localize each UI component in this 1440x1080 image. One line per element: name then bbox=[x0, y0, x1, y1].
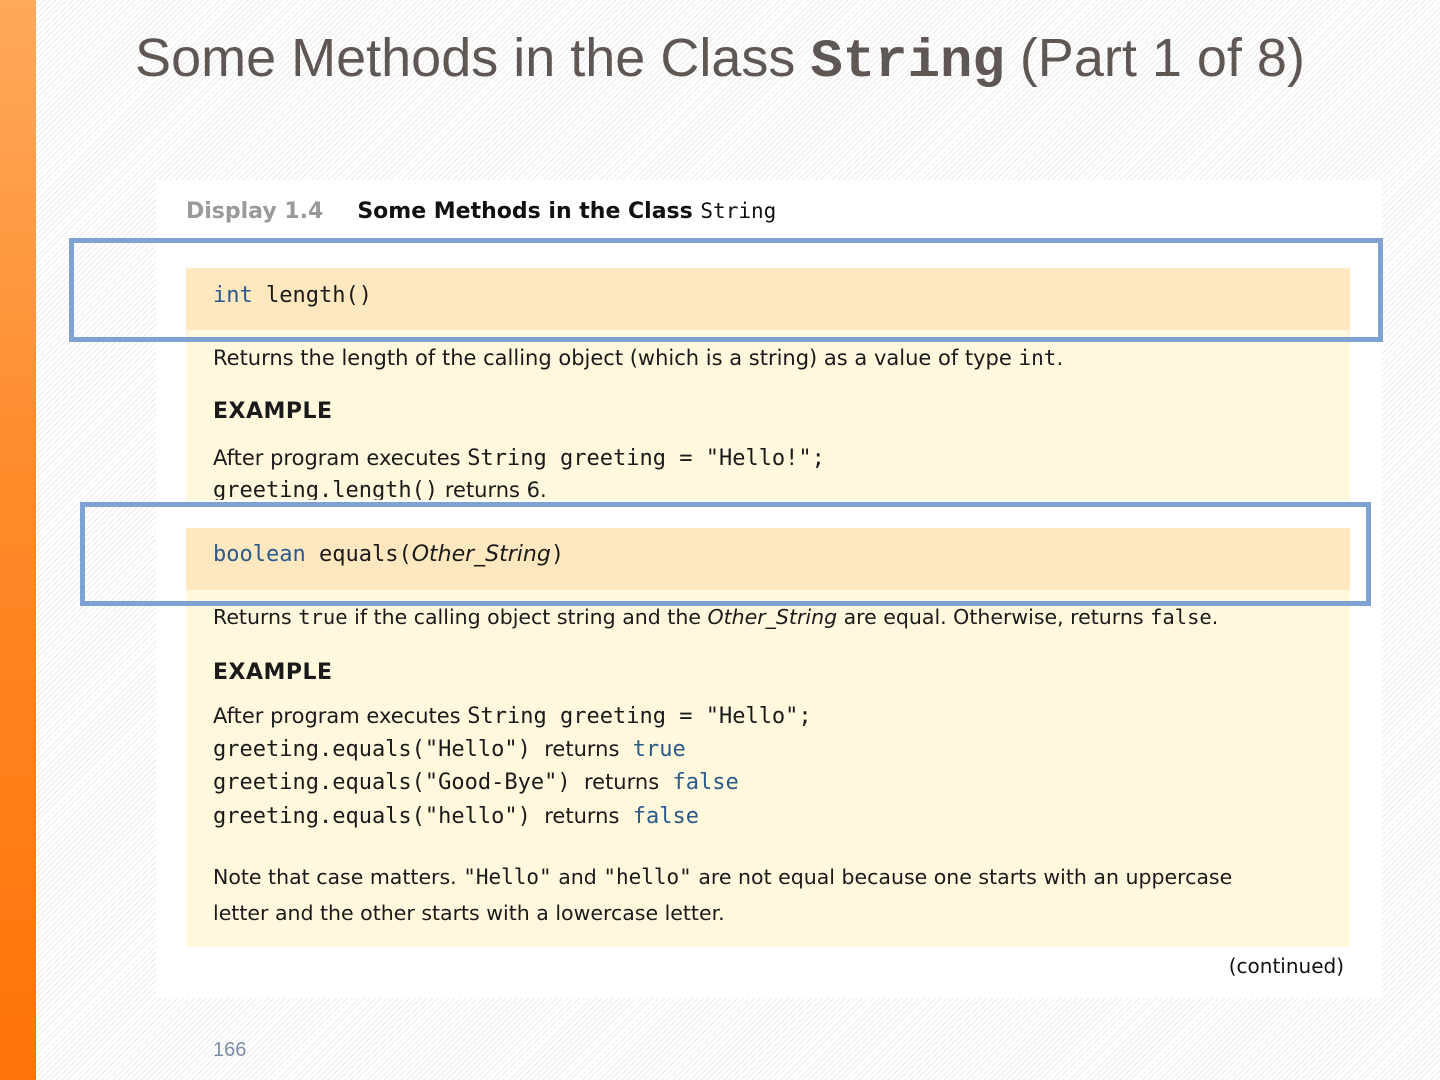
example-call-row bbox=[213, 804, 699, 829]
highlight-box-equals bbox=[80, 502, 1371, 606]
example-code: String greeting = "Hello!"; bbox=[467, 446, 825, 471]
example-call: greeting.equals("hello") bbox=[213, 804, 531, 829]
note-line-1 bbox=[213, 865, 1232, 889]
returns-text: returns bbox=[583, 770, 660, 794]
highlight-box-length bbox=[69, 238, 1383, 342]
continued-label: (continued) bbox=[1228, 954, 1344, 978]
description-true: true bbox=[298, 605, 348, 629]
display-heading bbox=[186, 199, 776, 229]
return-type: int bbox=[213, 283, 253, 308]
description-text: Returns the length of the calling object (which is a string) as a value of type bbox=[213, 346, 1019, 370]
accent-side-bar bbox=[0, 0, 36, 1080]
example-line-2 bbox=[213, 478, 547, 500]
returns-text: returns bbox=[544, 737, 620, 761]
slide-title-text: Some Methods in the Class bbox=[135, 28, 811, 88]
display-title-code: String bbox=[700, 199, 777, 223]
slide-title-suffix: (Part 1 of 8) bbox=[1004, 28, 1305, 88]
description-end: . bbox=[1211, 605, 1219, 629]
method-description-length bbox=[213, 346, 1063, 370]
display-title-text: Some Methods in the Class bbox=[357, 199, 701, 224]
display-label: Display 1.4 bbox=[186, 199, 324, 224]
description-false: false bbox=[1150, 605, 1212, 629]
display-title bbox=[357, 199, 776, 224]
example-title: EXAMPLE bbox=[213, 399, 333, 424]
method-param: Other_String bbox=[411, 542, 551, 567]
example-line bbox=[213, 704, 812, 729]
return-type: boolean bbox=[213, 542, 306, 567]
example-line bbox=[213, 446, 825, 471]
example-call: greeting.equals("Good-Bye") bbox=[213, 770, 571, 795]
note-code: "hello" bbox=[603, 865, 692, 889]
note-text: Note that case matters. bbox=[213, 865, 464, 889]
slide-title-code: String bbox=[810, 32, 1005, 93]
method-body-equals bbox=[186, 590, 1350, 947]
example-title: EXAMPLE bbox=[213, 660, 333, 685]
method-paren: ) bbox=[550, 542, 565, 567]
note-line-2: letter and the other starts with a lowercase letter. bbox=[213, 901, 725, 925]
example-lead: After program executes bbox=[213, 704, 468, 728]
description-param: Other_String bbox=[707, 605, 838, 629]
example-call: greeting.length() bbox=[213, 478, 439, 500]
method-name: length() bbox=[266, 283, 372, 308]
example-call-row bbox=[213, 737, 686, 762]
example-call: greeting.equals("Hello") bbox=[213, 737, 531, 762]
slide-title bbox=[0, 26, 1440, 95]
returns-value: true bbox=[632, 737, 686, 762]
example-lead: After program executes bbox=[213, 446, 468, 470]
note-code: "Hello" bbox=[463, 865, 552, 889]
method-name: equals( bbox=[318, 542, 412, 567]
description-text: are equal. Otherwise, returns bbox=[837, 605, 1151, 629]
example-call-row bbox=[213, 770, 739, 795]
returns-value: false bbox=[672, 770, 739, 795]
method-description-equals bbox=[213, 605, 1218, 629]
description-text: Returns bbox=[213, 605, 299, 629]
description-text: if the calling object string and the bbox=[347, 605, 708, 629]
description-code: int bbox=[1018, 346, 1057, 370]
returns-value: false bbox=[632, 804, 699, 829]
example-code: String greeting = "Hello"; bbox=[467, 704, 812, 729]
note-text: and bbox=[551, 865, 604, 889]
description-end: . bbox=[1056, 346, 1064, 370]
page-number: 166 bbox=[213, 1039, 247, 1061]
example-result: returns 6. bbox=[438, 478, 547, 500]
returns-text: returns bbox=[544, 804, 620, 828]
note-text: are not equal because one starts with an uppercase bbox=[691, 865, 1233, 889]
